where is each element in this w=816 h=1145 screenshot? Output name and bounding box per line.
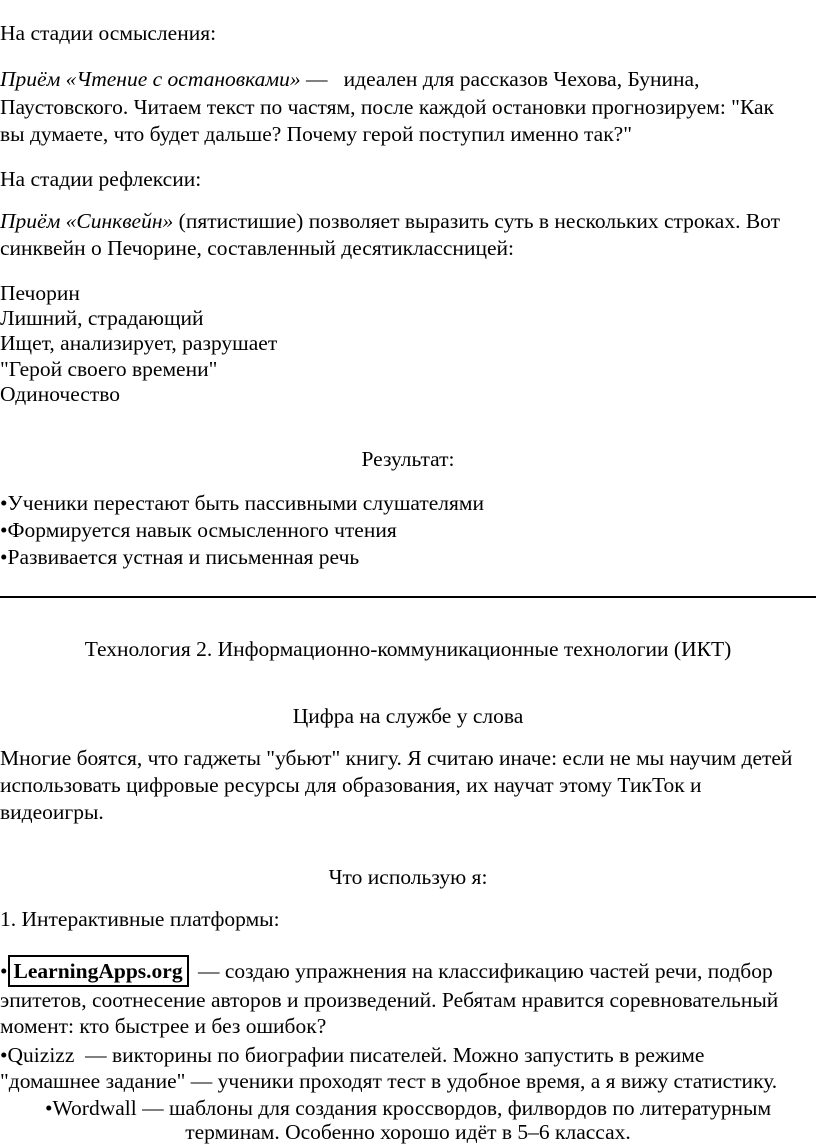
dash: —: [306, 67, 328, 91]
interactive-platforms-heading: 1. Интерактивные платформы:: [0, 907, 280, 931]
wordwall-line2: терминам. Особенно хорошо идёт в 5–6 классах.: [185, 1120, 631, 1144]
poem-line: Ищет, анализирует, разрушает: [0, 331, 278, 355]
ict-paragraph-line: использовать цифровые ресурсы для образования, их научат этому ТикТок и: [0, 773, 702, 797]
cinquain-line1: Приём «Синквейн» (пятистишие) позволяет выразить суть в нескольких строках. Вот: [0, 209, 781, 233]
result-bullet: •Формируется навык осмысленного чтения: [0, 518, 397, 542]
poem-line: "Герой своего времени": [0, 357, 218, 381]
poem-line: Одиночество: [0, 382, 120, 406]
poem-line: Печорин: [0, 281, 80, 305]
reading-stops-technique: Приём «Чтение с остановками»: [0, 67, 301, 91]
poem-line: Лишний, страдающий: [0, 306, 204, 330]
reading-stops-line1: Приём «Чтение с остановками» — идеален для рассказов Чехова, Бунина,: [0, 67, 700, 91]
technology2-subtitle: Цифра на службе у слова: [292, 704, 524, 728]
reading-stops-line3: вы думаете, что будет дальше? Почему герой поступил именно так?": [0, 122, 632, 146]
stage-reflection-heading: На стадии рефлексии:: [0, 167, 202, 191]
result-bullet: •Развивается устная и письменная речь: [0, 545, 360, 569]
result-title: Результат:: [361, 447, 455, 471]
reading-stops-line2: Паустовского. Читаем текст по частям, после каждой остановки прогнозируем: "Как: [0, 95, 774, 119]
cinquain-technique: Приём «Синквейн»: [0, 209, 174, 233]
result-bullet: •Ученики перестают быть пассивными слушателями: [0, 491, 485, 515]
quizizz-name: Quizizz: [7, 1043, 75, 1067]
stage-comprehension-heading: На стадии осмысления:: [0, 21, 217, 45]
section-divider: [0, 596, 816, 598]
ict-paragraph-line: видеоигры.: [0, 800, 104, 824]
learningapps-line3: момент: кто быстрее и без ошибок?: [0, 1014, 327, 1038]
ict-paragraph-line: Многие боятся, что гаджеты "убьют" книгу. Я считаю иначе: если не мы научим детей: [0, 746, 793, 770]
wordwall-name: Wordwall: [52, 1096, 137, 1120]
quizizz-line1: •Quizizz — викторины по биографии писателей. Можно запустить в режиме: [0, 1043, 705, 1067]
quizizz-line2: "домашнее задание" — ученики проходят тест в удобное время, а я вижу статистику.: [0, 1069, 778, 1093]
wordwall-line1: •Wordwall — шаблоны для создания кроссвордов, филвордов по литературным: [44, 1096, 772, 1120]
technology2-title: Технология 2. Информационно-коммуникационные технологии (ИКТ): [84, 637, 732, 661]
cinquain-line2: синквейн о Печорине, составленный десятиклассницей:: [0, 236, 514, 260]
what-i-use-heading: Что использую я:: [328, 865, 488, 889]
learningapps-line2: эпитетов, соотнесение авторов и произведений. Ребятам нравится соревновательный: [0, 988, 779, 1012]
learningapps-line1: • LearningApps.org — создаю упражнения на классификацию частей речи, подбор: [0, 955, 773, 987]
learningapps-link[interactable]: LearningApps.org: [8, 955, 189, 987]
